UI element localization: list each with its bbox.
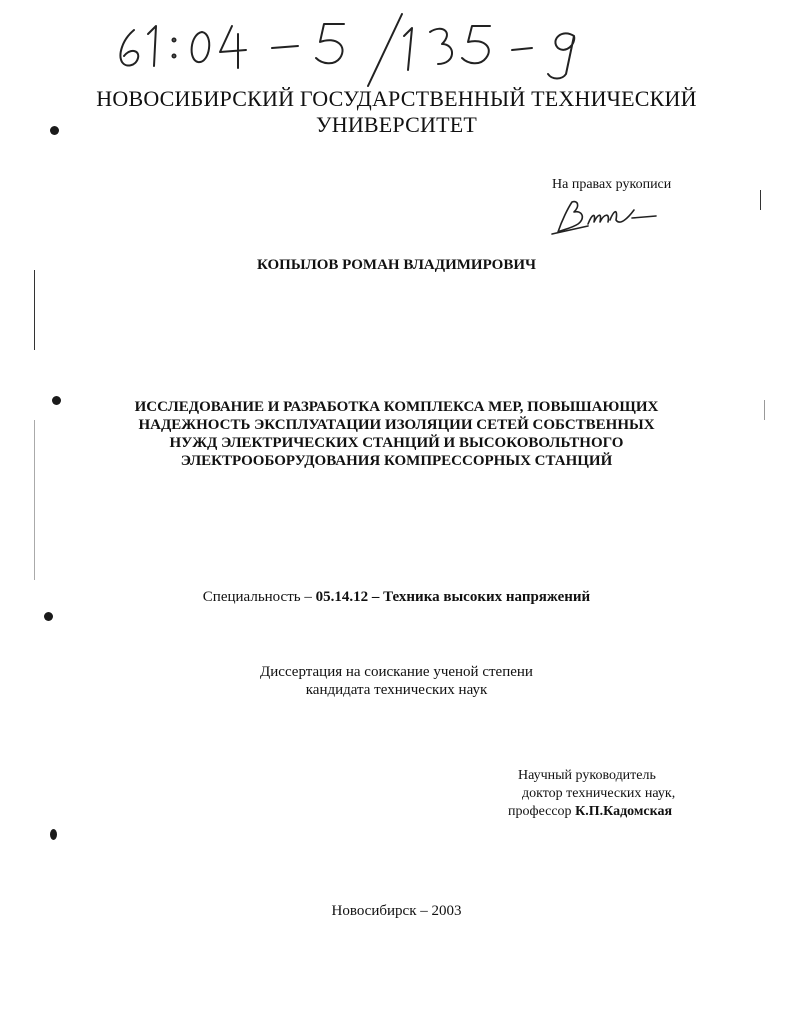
- title-line-3: НУЖД ЭЛЕКТРИЧЕСКИХ СТАНЦИЙ И ВЫСОКОВОЛЬТНОГО: [169, 435, 624, 451]
- author-name: КОПЫЛОВ РОМАН ВЛАДИМИРОВИЧ: [257, 257, 536, 273]
- specialty-label: Специальность –: [202, 589, 316, 605]
- degree-line-2: кандидата технических наук: [305, 682, 488, 698]
- scan-edge-line: [764, 400, 765, 420]
- university-name: [0, 86, 793, 138]
- scan-edge-line: [760, 190, 761, 210]
- city-year: Новосибирск – 2003: [331, 903, 462, 919]
- manuscript-rights: На правах рукописи: [552, 177, 672, 192]
- scientific-advisor: [508, 767, 675, 821]
- advisor-degree: доктор технических наук,: [522, 786, 676, 801]
- archive-number-handwritten: [112, 10, 612, 90]
- university-line-2: УНИВЕРСИТЕТ: [315, 112, 478, 137]
- scan-edge-line: [34, 420, 35, 580]
- punch-hole-mark: [52, 396, 61, 405]
- dissertation-title: [0, 398, 793, 470]
- title-line-4: ЭЛЕКТРООБОРУДОВАНИЯ КОМПРЕССОРНЫХ СТАНЦИЙ: [180, 453, 613, 469]
- degree-statement: [0, 663, 793, 699]
- signature-drawing: [548, 196, 658, 240]
- advisor-name: К.П.Кадомская: [575, 804, 673, 819]
- signature: [548, 196, 658, 240]
- advisor-title: профессор: [508, 804, 576, 819]
- punch-hole-mark: [44, 612, 53, 621]
- scan-edge-line: [34, 270, 35, 350]
- specialty-code: 05.14.12 – Техника высоких напряжений: [315, 589, 591, 605]
- title-line-2: НАДЕЖНОСТЬ ЭКСПЛУАТАЦИИ ИЗОЛЯЦИИ СЕТЕЙ СОБСТВЕННЫХ: [138, 417, 655, 433]
- punch-hole-mark: [50, 829, 57, 840]
- advisor-role: Научный руководитель: [518, 768, 656, 783]
- title-line-1: ИССЛЕДОВАНИЕ И РАЗРАБОТКА КОМПЛЕКСА МЕР, ПОВЫШАЮЩИХ: [134, 399, 659, 415]
- degree-line-1: Диссертация на соискание ученой степени: [260, 664, 533, 680]
- university-line-1: НОВОСИБИРСКИЙ ГОСУДАРСТВЕННЫЙ ТЕХНИЧЕСКИЙ: [96, 86, 697, 111]
- specialty: [0, 589, 793, 606]
- punch-hole-mark: [50, 126, 59, 135]
- advisor-title-line: [508, 803, 675, 821]
- archive-number-drawing: [112, 10, 612, 90]
